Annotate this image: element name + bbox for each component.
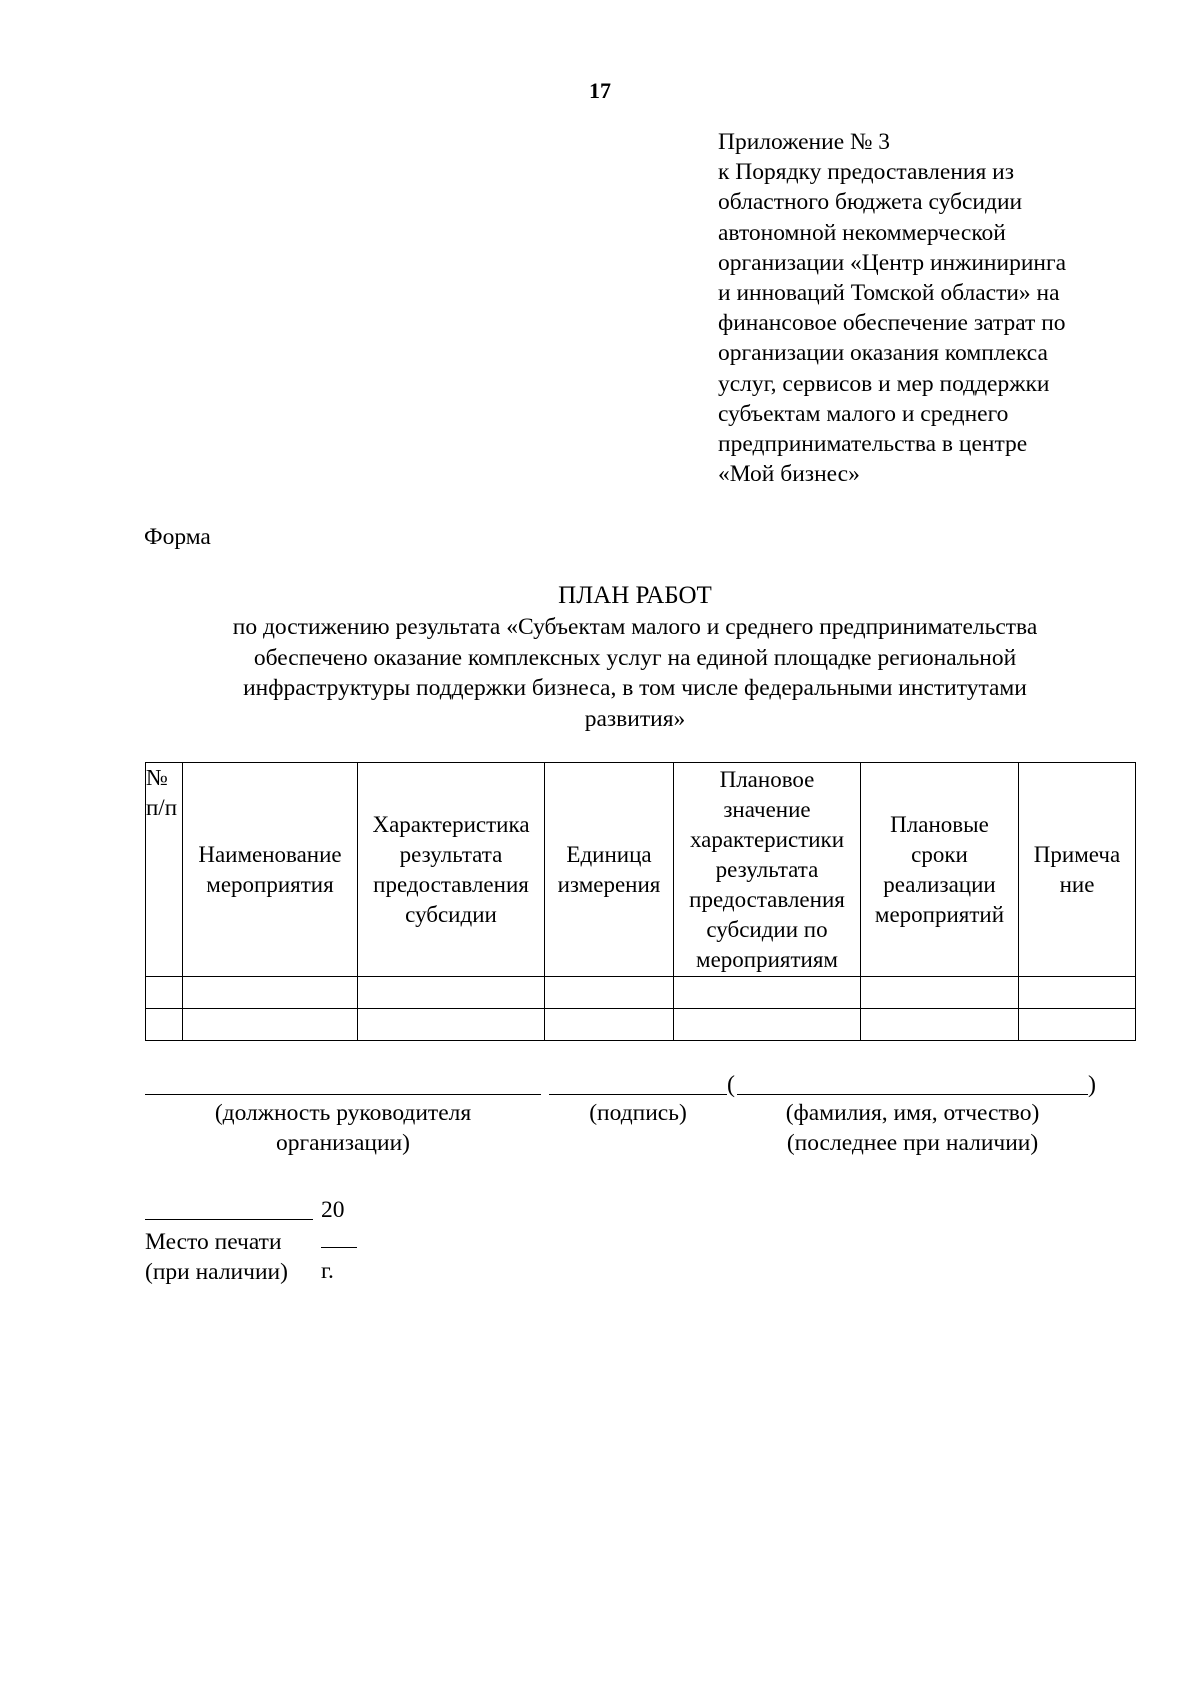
signature-line[interactable]	[549, 1094, 727, 1095]
header-result-characteristic: Характеристика результата предоставления субсидии	[358, 763, 545, 977]
page-number: 17	[589, 78, 611, 103]
table-cell[interactable]	[1019, 977, 1136, 1009]
seal-label: Место печати	[145, 1229, 282, 1255]
date-year-line[interactable]	[321, 1225, 357, 1248]
title-subtitle-line: по достижению результата «Субъектам малого и среднего предпринимательства	[232, 614, 1038, 640]
table-cell[interactable]	[358, 977, 545, 1009]
appendix-note	[718, 127, 1158, 489]
table-cell[interactable]	[183, 977, 358, 1009]
table-cell[interactable]	[146, 1009, 183, 1041]
document-title	[140, 580, 1130, 734]
appendix-line: предпринимательства в центре	[718, 431, 1028, 458]
appendix-line: субъектам малого и среднего	[718, 400, 1009, 427]
full-name-caption: (фамилия, имя, отчество) (последнее при наличии)	[785, 1100, 1040, 1156]
close-paren: )	[1088, 1072, 1096, 1098]
date-year: 20 г.	[321, 1195, 357, 1286]
appendix-line: услуг, сервисов и мер поддержки	[718, 370, 1050, 397]
appendix-line: организации «Центр инжиниринга	[718, 249, 1067, 276]
title-subtitle-line: развития»	[584, 705, 686, 732]
appendix-line: и инноваций Томской области» на	[718, 280, 1060, 307]
seal-note: (при наличии)	[145, 1259, 288, 1285]
full-name-line[interactable]	[737, 1094, 1088, 1095]
table-cell[interactable]	[674, 1009, 861, 1041]
table-cell[interactable]	[183, 1009, 358, 1041]
table-cell[interactable]	[545, 977, 674, 1009]
table-cell[interactable]	[1019, 1009, 1136, 1041]
table-row	[146, 977, 1136, 1009]
appendix-line: организации оказания комплекса	[718, 340, 1048, 367]
header-unit: Единица измерения	[545, 763, 674, 977]
position-caption: (должность руководителя организации)	[214, 1100, 472, 1156]
appendix-line: автономной некоммерческой	[718, 219, 1006, 246]
date-day-month-line[interactable]	[145, 1219, 313, 1220]
appendix-line: Приложение № 3	[718, 129, 891, 155]
table-cell[interactable]	[861, 977, 1019, 1009]
open-paren: (	[727, 1072, 735, 1098]
table-cell[interactable]	[146, 977, 183, 1009]
table-header-row	[146, 763, 1136, 977]
form-label: Форма	[144, 524, 211, 550]
date-seal-block	[145, 1195, 345, 1287]
table-cell[interactable]	[674, 977, 861, 1009]
appendix-line: «Мой бизнес»	[718, 461, 860, 488]
work-plan-table	[145, 762, 1136, 1041]
header-number: № п/п	[146, 763, 183, 977]
position-line[interactable]	[145, 1094, 541, 1095]
signature-caption: (подпись)	[589, 1100, 687, 1126]
title-subtitle-line: инфраструктуры поддержки бизнеса, в том числе федеральными институтами	[243, 675, 1027, 701]
appendix-line: областного бюджета субсидии	[718, 189, 1023, 216]
header-planned-dates: Плановые сроки реализации мероприятий	[861, 763, 1019, 977]
appendix-line: финансовое обеспечение затрат по	[718, 310, 1066, 337]
header-note: Примеча ние	[1019, 763, 1136, 977]
header-activity-name: Наименование мероприятия	[183, 763, 358, 977]
table-row	[146, 1009, 1136, 1041]
table-cell[interactable]	[358, 1009, 545, 1041]
table-cell[interactable]	[545, 1009, 674, 1041]
header-planned-value: Плановое значение характеристики результата предоставления субсидии по мероприятиям	[674, 763, 861, 977]
title-main: ПЛАН РАБОТ	[558, 582, 712, 609]
title-subtitle-line: обеспечено оказание комплексных услуг на единой площадке региональной	[253, 644, 1017, 671]
appendix-line: к Порядку предоставления из	[718, 159, 1015, 186]
table-cell[interactable]	[861, 1009, 1019, 1041]
